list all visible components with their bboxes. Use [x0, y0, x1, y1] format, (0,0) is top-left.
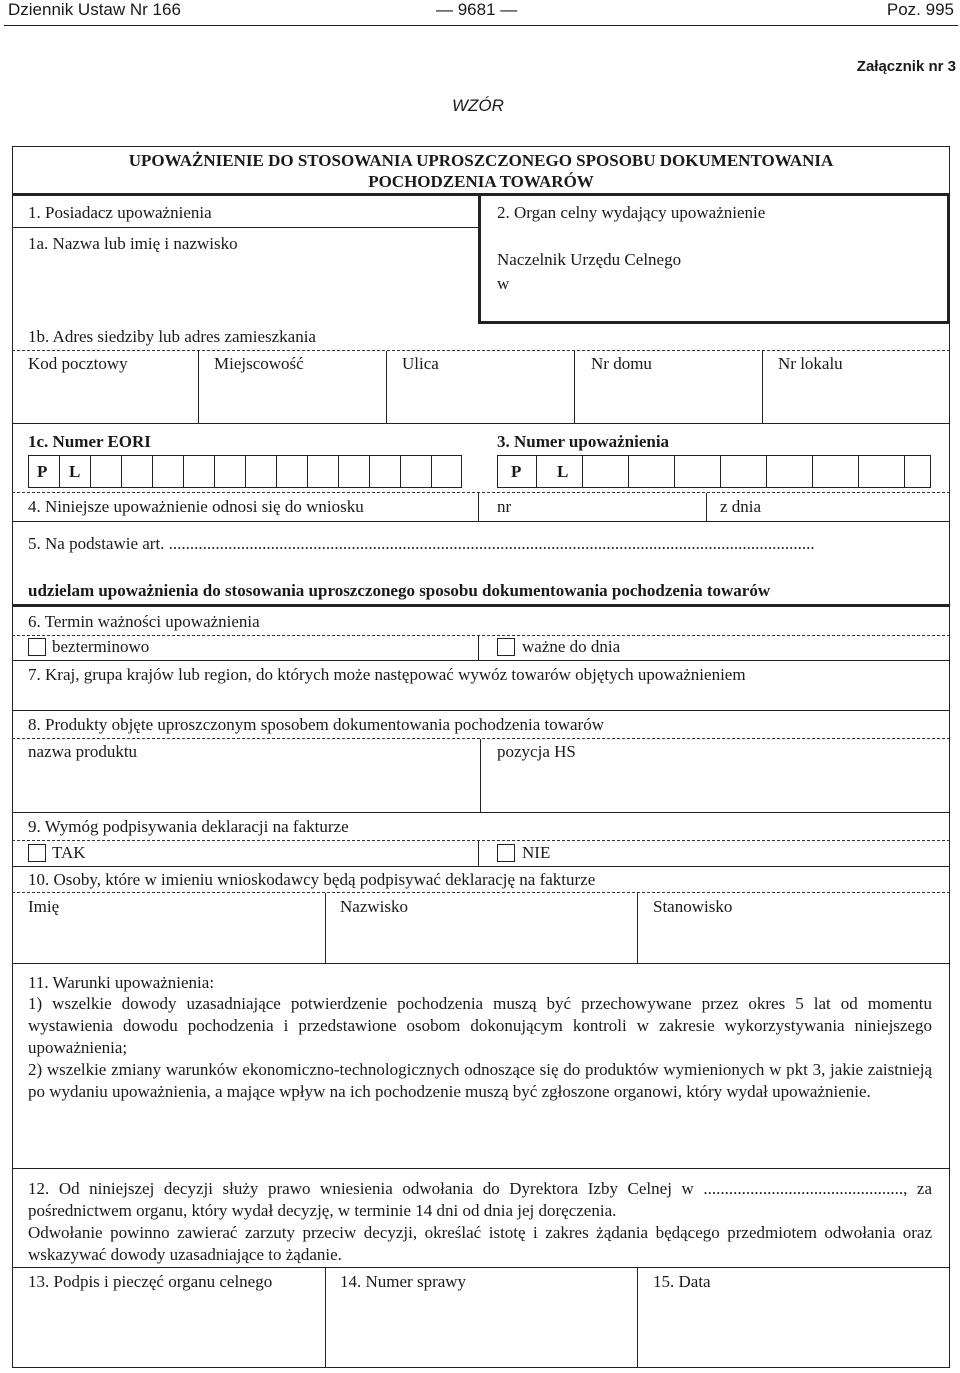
request-rule	[12, 521, 950, 522]
valid-until-checkbox[interactable]	[497, 638, 515, 656]
condition-2: 2) wszelkie zmiany warunków ekonomiczno-technologicznych odnoszące się do produktów wymienionych w pkt 3, jakie zaistnieją po wydaniu upoważnienia, a mające wpływ na ich pochodzenie muszą być zgłoszone organowi, który wydał upoważnienie.	[28, 1060, 932, 1101]
title-rule	[12, 193, 950, 196]
appeal-notice: 12. Od niniejszej decyzji służy prawo wniesienia odwołania do Dyrektora Izby Celnej w ..............................................., za pośrednictwem organu, który wydał decyzję, w terminie 14 dni od dnia jej doręczenia.	[28, 1179, 932, 1220]
eori-label: 1c. Numer EORI	[28, 432, 151, 451]
sec2-left-border	[478, 194, 481, 324]
eori-prefix-l: L	[69, 462, 81, 481]
form-title-line1: UPOWAŻNIENIE DO STOSOWANIA UPROSZCZONEGO SPOSOBU DOKUMENTOWANIA	[128, 151, 834, 170]
signatories-label: 10. Osoby, które w imieniu wnioskodawcy będą podpisywać deklarację na fakturze	[28, 870, 596, 889]
indefinite-checkbox[interactable]	[28, 638, 46, 656]
house-number-label: Nr domu	[591, 354, 652, 373]
hs-code-label: pozycja HS	[497, 742, 576, 761]
validity-rule	[12, 660, 950, 661]
auth-cell-divider	[674, 455, 675, 488]
form-title-line2: POCHODZENIA TOWARÓW	[368, 172, 594, 191]
eori-cell-divider	[90, 455, 91, 488]
auth-prefix-l: L	[557, 462, 569, 481]
apartment-number-label: Nr lokalu	[778, 354, 843, 373]
address-divider	[574, 351, 575, 423]
signature-requirement-divider	[478, 841, 479, 866]
final-divider	[325, 1268, 326, 1368]
indefinite-label: bezterminowo	[52, 637, 150, 656]
eori-cell-divider	[338, 455, 339, 488]
position-number: Poz. 995	[886, 0, 954, 19]
eori-cell-divider	[369, 455, 370, 488]
last-name-label: Nazwisko	[340, 897, 408, 916]
eori-cell-divider	[59, 455, 60, 488]
address-divider	[386, 351, 387, 423]
holder-rule	[12, 227, 478, 228]
eori-prefix-p: P	[37, 462, 48, 481]
page-number: — 9681 —	[436, 0, 518, 19]
request-reference-label: 4. Niniejsze upoważnienie odnosi się do wniosku	[28, 497, 364, 516]
eori-cell-divider	[245, 455, 246, 488]
yes-label: TAK	[52, 843, 86, 862]
condition-1: 1) wszelkie dowody uzasadniające potwierdzenie pochodzenia muszą być przechowywane przez okres 5 lat od momentu wystawienia dowodu pochodzenia i przedstawione osobom dokonującym kontroli w zakresie wykorzystywania niniejszego upoważnienia;	[28, 994, 932, 1057]
eori-cell-divider	[183, 455, 184, 488]
street-label: Ulica	[402, 354, 439, 373]
auth-cell-divider	[812, 455, 813, 488]
products-label: 8. Produkty objęte uproszczonym sposobem dokumentowania pochodzenia towarów	[28, 715, 604, 734]
customs-authority-label: 2. Organ celny wydający upoważnienie	[497, 203, 766, 222]
first-name-label: Imię	[28, 897, 60, 916]
postal-code-label: Kod pocztowy	[28, 354, 128, 373]
eori-cell-divider	[214, 455, 215, 488]
validity-label: 6. Termin ważności upoważnienia	[28, 612, 260, 631]
case-number-label: 14. Numer sprawy	[340, 1272, 467, 1291]
eori-cell-divider	[152, 455, 153, 488]
export-countries-rule	[12, 710, 950, 711]
customs-office-line1: Naczelnik Urzędu Celnego	[497, 250, 682, 269]
eori-cell-divider	[276, 455, 277, 488]
sec2-right-border	[947, 194, 950, 324]
appeal-rule	[12, 1267, 950, 1268]
products-rule	[12, 812, 950, 813]
export-countries-label: 7. Kraj, grupa krajów lub region, do których może następować wywóz towarów objętych upoważnieniem	[28, 665, 746, 684]
signatories-divider	[637, 893, 638, 963]
authorization-number-label: 3. Numer upoważnienia	[497, 432, 670, 451]
eori-cell-divider	[121, 455, 122, 488]
sec2-bottom-border	[478, 321, 950, 324]
auth-cell-divider	[904, 455, 905, 488]
no-checkbox[interactable]	[497, 844, 515, 862]
signature-stamp-label: 13. Podpis i pieczęć organu celnego	[28, 1272, 273, 1291]
request-dash	[12, 492, 950, 493]
yes-checkbox[interactable]	[28, 844, 46, 862]
grant-rule	[12, 604, 950, 607]
conditions-label: 11. Warunki upoważnienia:	[28, 973, 215, 992]
products-dash	[12, 738, 950, 739]
valid-until-label: ważne do dnia	[522, 637, 621, 656]
template-label: WZÓR	[452, 96, 504, 115]
conditions-rule	[12, 1168, 950, 1169]
signature-requirement-label: 9. Wymóg podpisywania deklaracji na fakturze	[28, 817, 349, 836]
eori-cell-divider	[431, 455, 432, 488]
auth-prefix-p: P	[511, 462, 522, 481]
products-divider	[480, 739, 481, 812]
signature-requirement-dash	[12, 840, 950, 841]
request-divider	[478, 493, 479, 521]
appeal-requirements: Odwołanie powinno zawierać zarzuty przeciw decyzji, określać istotę i zakres żądania będącego przedmiotem odwołania oraz wskazywać dowody uzasadniające to żądanie.	[28, 1223, 932, 1264]
customs-office-line2: w	[497, 274, 510, 293]
signatories-dash	[12, 892, 950, 893]
auth-cell-divider	[536, 455, 537, 488]
signatories-divider	[325, 893, 326, 963]
holder-name-label: 1a. Nazwa lub imię i nazwisko	[28, 234, 238, 253]
signatories-rule	[12, 963, 950, 964]
signature-requirement-rule	[12, 866, 950, 867]
request-date-label: z dnia	[720, 497, 762, 516]
request-number-label: nr	[497, 497, 512, 516]
product-name-label: nazwa produktu	[28, 742, 138, 761]
auth-cell-divider	[582, 455, 583, 488]
auth-cell-divider	[720, 455, 721, 488]
auth-cell-divider	[628, 455, 629, 488]
address-label: 1b. Adres siedziby lub adres zamieszkania	[28, 327, 316, 346]
address-divider	[762, 351, 763, 423]
eori-cell-divider	[307, 455, 308, 488]
final-divider	[637, 1268, 638, 1368]
journal-name: Dziennik Ustaw Nr 166	[8, 0, 181, 19]
no-label: NIE	[522, 843, 551, 862]
address-dash	[12, 350, 950, 351]
request-divider	[706, 493, 707, 521]
address-divider	[198, 351, 199, 423]
position-label: Stanowisko	[653, 897, 733, 916]
grant-statement: udzielam upoważnienia do stosowania uproszczonego sposobu dokumentowania pochodzenia towarów	[28, 581, 771, 600]
address-rule	[12, 423, 950, 424]
auth-cell-divider	[766, 455, 767, 488]
header-rule	[4, 25, 958, 26]
legal-basis-label: 5. Na podstawie art. ........................................................................................................................................................	[28, 534, 815, 553]
validity-divider	[478, 636, 479, 660]
validity-dash	[12, 635, 950, 636]
annex-label: Załącznik nr 3	[856, 58, 956, 75]
city-label: Miejscowość	[214, 354, 304, 373]
holder-label: 1. Posiadacz upoważnienia	[28, 203, 212, 222]
auth-cell-divider	[858, 455, 859, 488]
date-label: 15. Data	[653, 1272, 711, 1291]
eori-cell-divider	[400, 455, 401, 488]
